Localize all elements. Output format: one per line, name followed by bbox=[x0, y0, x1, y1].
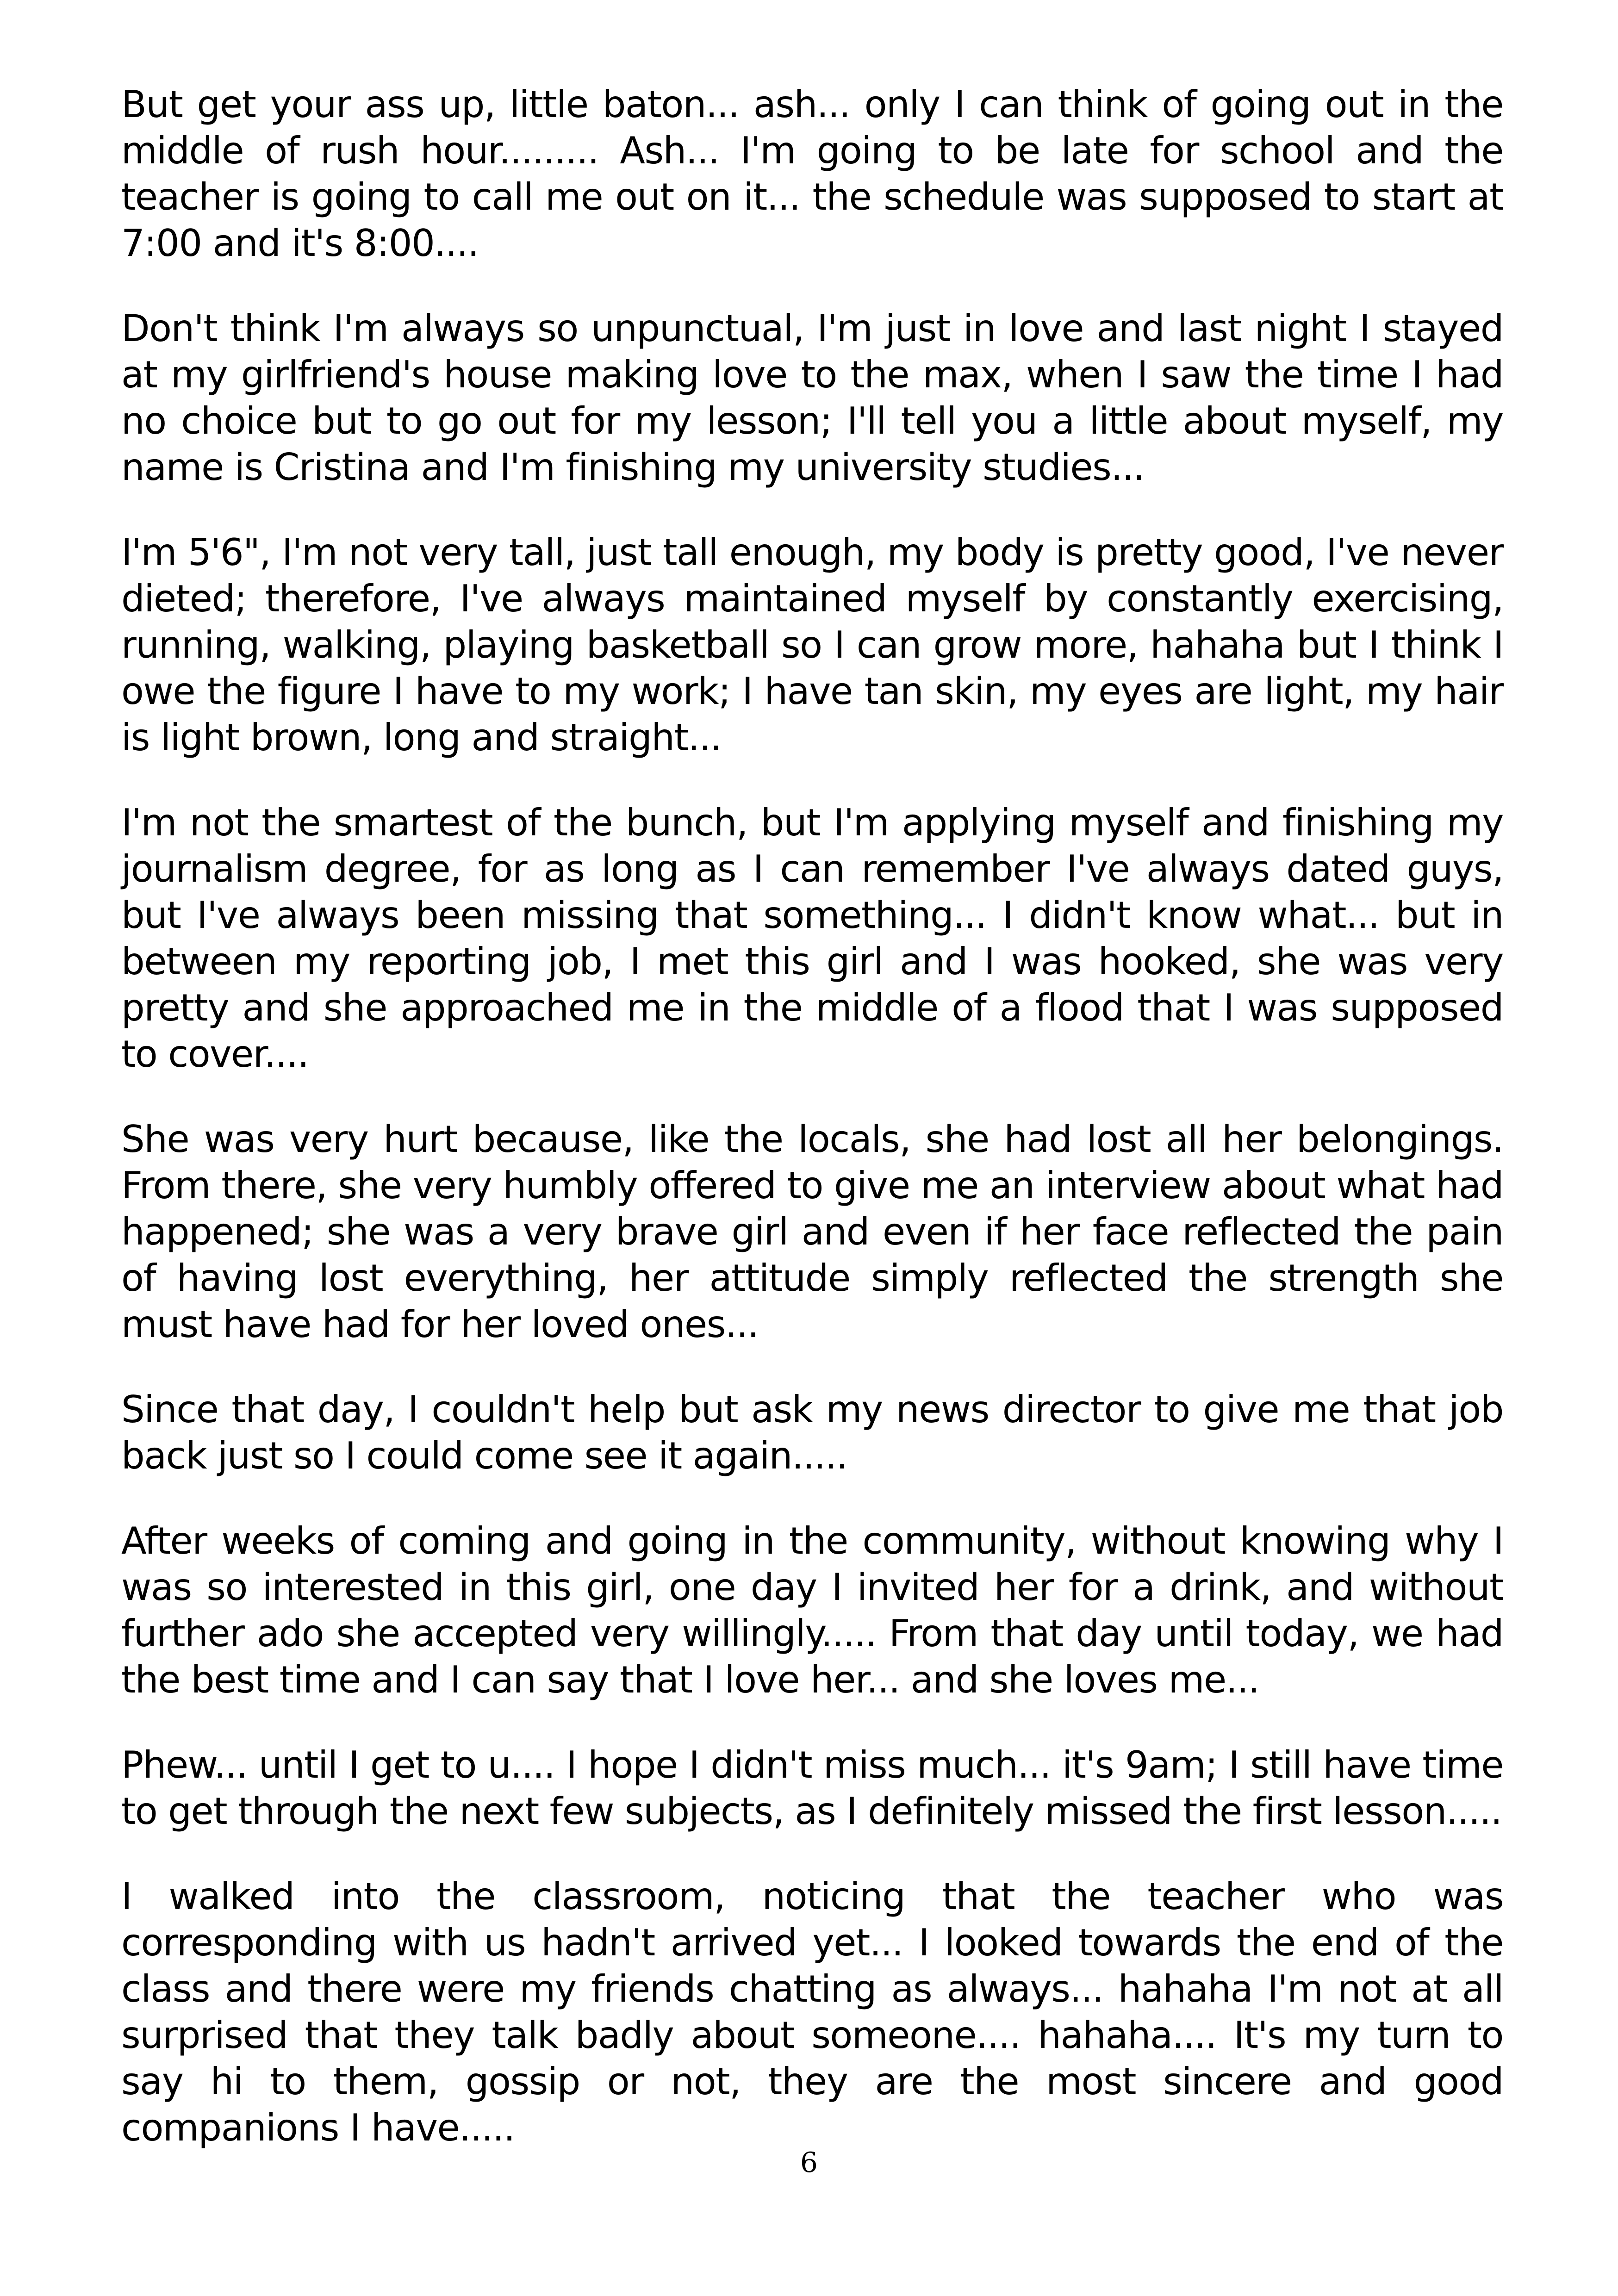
paragraph-6: Since that day, I couldn't help but ask my news director to give me that job back just so I could come see it again..... bbox=[121, 1388, 1503, 1477]
page-number: 6 bbox=[800, 2147, 818, 2179]
paragraph-5: She was very hurt because, like the locals, she had lost all her belongings. From there, she very humbly offered to give me an interview about what had happened; she was a very brave girl and even if her face reflected the pain of having lost everything, her attitude simply reflected the strength she must have had for her loved ones... bbox=[121, 1118, 1503, 1346]
paragraph-3: I'm 5'6", I'm not very tall, just tall enough, my body is pretty good, I've never dieted; therefore, I've always maintained myself by constantly exercising, running, walking, playing basketball so I can grow more, hahaha but I think I owe the figure I have to my work; I have tan skin, my eyes are light, my hair is light brown, long and straight... bbox=[121, 531, 1503, 759]
paragraph-9: I walked into the classroom, noticing that the teacher who was corresponding with us hadn't arrived yet... I looked towards the end of the class and there were my friends chatting as always... hahaha I'm not at all surprised that they talk badly about someone.... hahaha.... It's my turn to say hi to them, gossip or not, they are the most sincere and good companions I have..... bbox=[121, 1875, 1503, 2149]
paragraph-7: After weeks of coming and going in the community, without knowing why I was so interested in this girl, one day I invited her for a drink, and without further ado she accepted very willingly..... From that day until today, we had the best time and I can say that I love her... and she loves me... bbox=[121, 1519, 1503, 1701]
paragraph-4: I'm not the smartest of the bunch, but I'm applying myself and finishing my journalism degree, for as long as I can remember I've always dated guys, but I've always been missing that something... I didn't know what... but in between my reporting job, I met this girl and I was hooked, she was very pretty and she approached me in the middle of a flood that I was supposed to cover.... bbox=[121, 801, 1503, 1076]
paragraph-1: But get your ass up, little baton... ash... only I can think of going out in the middle of rush hour......... Ash... I'm going to be late for school and the teacher is going to call me out on it... the schedule was supposed to start at 7:00 and it's 8:00.... bbox=[121, 83, 1503, 265]
body-text bbox=[121, 81, 1503, 2190]
paragraph-2: Don't think I'm always so unpunctual, I'm just in love and last night I stayed at my girlfriend's house making love to the max, when I saw the time I had no choice but to go out for my lesson; I'll tell you a little about myself, my name is Cristina and I'm finishing my university studies... bbox=[121, 307, 1503, 489]
paragraph-8: Phew... until I get to u.... I hope I didn't miss much... it's 9am; I still have time to get through the next few subjects, as I definitely missed the first lesson..... bbox=[121, 1743, 1503, 1833]
